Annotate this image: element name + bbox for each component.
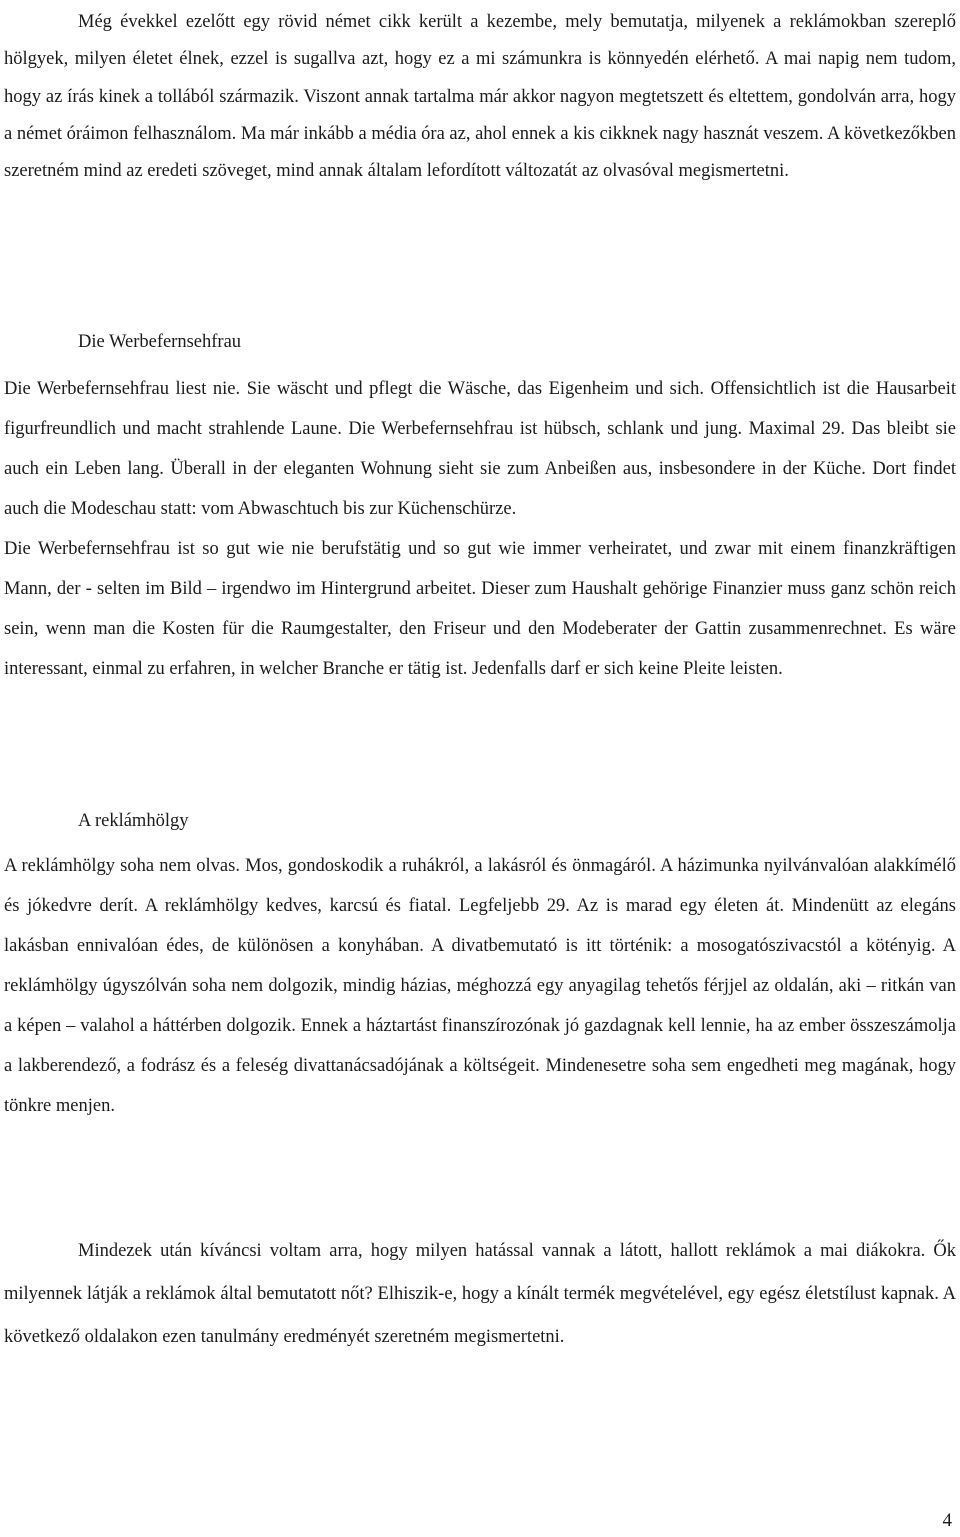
hungarian-paragraph: A reklámhölgy soha nem olvas. Mos, gondoskodik a ruhákról, a lakásról és önmagáról. A házimunka nyilvánvalóan alakkímélő és jókedvre derít. A reklámhölgy kedves, karcsú és fiatal. Legfeljebb 29. Az is marad egy életen át. Mindenütt az elegáns lakásban ennivalóan édes, de különösen a konyhában. A divatbemutató is itt történik: a mosogatószivacstól a kötényig. A reklámhölgy úgyszólván soha nem dolgozik, mindig házias, méghozzá egy anyagilag tehetős férjjel az oldalán, aki – ritkán van a képen – valahol a háttérben dolgozik. Ennek a háztartást finanszírozónak jó gazdagnak kell lennie, ha az ember összeszámolja a lakberendező, a fodrász és a feleség divattanácsadójának a költségeit. Mindenesetre soha sem engedheti meg magának, hogy tönkre menjen. xyxy=(4,856,956,1116)
german-title: Die Werbefernsehfrau xyxy=(78,332,242,352)
hungarian-title: A reklámhölgy xyxy=(78,811,189,831)
closing-paragraph: Mindezek után kíváncsi voltam arra, hogy milyen hatással vannak a látott, hallott reklámok a mai diákokra. Ők milyennek látják a reklámok által bemutatott nőt? Elhiszik-e, hogy a kínált termék megvételével, egy egész életstílust kapnak. A következő oldalakon ezen tanulmány eredményét szeretném megismertetni. xyxy=(4,1241,956,1347)
german-paragraph-2: Die Werbefernsehfrau ist so gut wie nie berufstätig und so gut wie immer verheiratet, und zwar mit einem finanzkräftigen Mann, der - selten im Bild – irgendwo im Hintergrund arbeitet. Dieser zum Haushalt gehörige Finanzier muss ganz schön reich sein, wenn man die Kosten für die Raumgestalter, den Friseur und den Modeberater der Gattin zusammenrechnet. Es wäre interessant, einmal zu erfahren, in welcher Branche er tätig ist. Jedenfalls darf er sich keine Pleite leisten. xyxy=(4,539,956,679)
german-paragraph-1: Die Werbefernsehfrau liest nie. Sie wäscht und pflegt die Wäsche, das Eigenheim und sich. Offensichtlich ist die Hausarbeit figurfreundlich und macht strahlende Laune. Die Werbefernsehfrau ist hübsch, schlank und jung. Maximal 29. Das bleibt sie auch ein Leben lang. Überall in der eleganten Wohnung sieht sie zum Anbeißen aus, insbesondere in der Küche. Dort findet auch die Modeschau statt: vom Abwaschtuch bis zur Küchenschürze. xyxy=(4,379,956,519)
intro-paragraph: Még évekkel ezelőtt egy rövid német cikk került a kezembe, mely bemutatja, milyenek a reklámokban szereplő hölgyek, milyen életet élnek, ezzel is sugallva azt, hogy ez a mi számunkra is könnyedén elérhető. A mai napig nem tudom, hogy az írás kinek a tollából származik. Viszont annak tartalma már akkor nagyon megtetszett és eltettem, gondolván arra, hogy a német óráimon felhasználom. Ma már inkább a média óra az, ahol ennek a kis cikknek nagy hasznát veszem. A következőkben szeretném mind az eredeti szöveget, mind annak általam lefordított változatát az olvasóval megismertetni. xyxy=(4,12,956,182)
page-number: 4 xyxy=(942,1510,952,1531)
german-text xyxy=(4,369,956,689)
